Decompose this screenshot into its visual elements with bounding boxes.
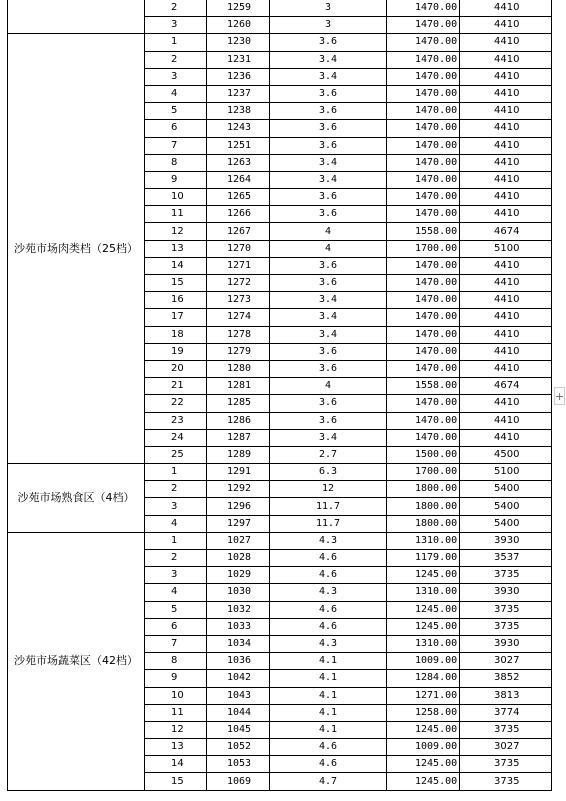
- total-amount-cell: 5100: [460, 240, 552, 257]
- area-value-cell: 4.3: [270, 635, 387, 652]
- stall-number-cell: 1032: [207, 601, 270, 618]
- row-number-cell: 15: [145, 773, 207, 790]
- total-amount-cell: 3537: [460, 550, 552, 567]
- total-amount-cell: 4410: [460, 412, 552, 429]
- unit-price-cell: 1258.00: [387, 704, 460, 721]
- stall-number-cell: 1263: [207, 154, 270, 171]
- row-number-cell: 6: [145, 618, 207, 635]
- stall-number-cell: 1297: [207, 515, 270, 532]
- total-amount-cell: 3735: [460, 618, 552, 635]
- stall-number-cell: 1033: [207, 618, 270, 635]
- total-amount-cell: 3735: [460, 567, 552, 584]
- total-amount-cell: 4674: [460, 223, 552, 240]
- table-row: [8, 34, 552, 51]
- row-number-cell: 5: [145, 601, 207, 618]
- area-value-cell: 3.4: [270, 309, 387, 326]
- stall-number-cell: 1052: [207, 739, 270, 756]
- row-number-cell: 11: [145, 704, 207, 721]
- unit-price-cell: 1470.00: [387, 0, 460, 17]
- area-value-cell: 12: [270, 481, 387, 498]
- row-number-cell: 7: [145, 635, 207, 652]
- unit-price-cell: 1470.00: [387, 68, 460, 85]
- unit-price-cell: 1800.00: [387, 498, 460, 515]
- row-number-cell: 14: [145, 257, 207, 274]
- row-number-cell: 1: [145, 464, 207, 481]
- total-amount-cell: 3930: [460, 584, 552, 601]
- stall-number-cell: 1279: [207, 343, 270, 360]
- unit-price-cell: 1470.00: [387, 326, 460, 343]
- total-amount-cell: 4410: [460, 51, 552, 68]
- total-amount-cell: 5100: [460, 464, 552, 481]
- area-value-cell: 4.1: [270, 670, 387, 687]
- area-value-cell: 3.4: [270, 326, 387, 343]
- area-value-cell: 4.6: [270, 550, 387, 567]
- stall-number-cell: 1053: [207, 756, 270, 773]
- area-value-cell: 4.6: [270, 739, 387, 756]
- total-amount-cell: 3852: [460, 670, 552, 687]
- total-amount-cell: 4500: [460, 446, 552, 463]
- row-number-cell: 20: [145, 360, 207, 377]
- total-amount-cell: 4410: [460, 343, 552, 360]
- row-number-cell: 3: [145, 68, 207, 85]
- unit-price-cell: 1271.00: [387, 687, 460, 704]
- area-value-cell: 3.4: [270, 171, 387, 188]
- area-value-cell: 4: [270, 378, 387, 395]
- unit-price-cell: 1470.00: [387, 189, 460, 206]
- stall-number-cell: 1069: [207, 773, 270, 790]
- area-value-cell: 3.6: [270, 360, 387, 377]
- unit-price-cell: 1009.00: [387, 739, 460, 756]
- row-number-cell: 18: [145, 326, 207, 343]
- row-number-cell: 5: [145, 103, 207, 120]
- unit-price-cell: 1470.00: [387, 395, 460, 412]
- total-amount-cell: 4410: [460, 292, 552, 309]
- total-amount-cell: 4410: [460, 171, 552, 188]
- total-amount-cell: 4410: [460, 120, 552, 137]
- area-value-cell: 3.4: [270, 51, 387, 68]
- row-number-cell: 17: [145, 309, 207, 326]
- total-amount-cell: 5400: [460, 481, 552, 498]
- total-amount-cell: 5400: [460, 498, 552, 515]
- total-amount-cell: 4410: [460, 275, 552, 292]
- stall-number-cell: 1042: [207, 670, 270, 687]
- row-number-cell: 12: [145, 721, 207, 738]
- stall-number-cell: 1231: [207, 51, 270, 68]
- row-number-cell: 22: [145, 395, 207, 412]
- area-value-cell: 4.1: [270, 721, 387, 738]
- row-number-cell: 2: [145, 550, 207, 567]
- total-amount-cell: 4410: [460, 309, 552, 326]
- stall-number-cell: 1280: [207, 360, 270, 377]
- stall-number-cell: 1265: [207, 189, 270, 206]
- stall-number-cell: 1291: [207, 464, 270, 481]
- total-amount-cell: 4410: [460, 0, 552, 17]
- stall-number-cell: 1251: [207, 137, 270, 154]
- row-number-cell: 3: [145, 567, 207, 584]
- total-amount-cell: 4410: [460, 395, 552, 412]
- row-number-cell: 13: [145, 240, 207, 257]
- unit-price-cell: 1245.00: [387, 773, 460, 790]
- stall-number-cell: 1289: [207, 446, 270, 463]
- stall-number-cell: 1230: [207, 34, 270, 51]
- row-number-cell: 4: [145, 584, 207, 601]
- stall-number-cell: 1044: [207, 704, 270, 721]
- stall-number-cell: 1278: [207, 326, 270, 343]
- unit-price-cell: 1009.00: [387, 653, 460, 670]
- row-number-cell: 4: [145, 85, 207, 102]
- stall-number-cell: 1273: [207, 292, 270, 309]
- stall-number-cell: 1274: [207, 309, 270, 326]
- area-value-cell: 3.6: [270, 189, 387, 206]
- area-value-cell: 3.6: [270, 412, 387, 429]
- area-value-cell: 3.6: [270, 275, 387, 292]
- unit-price-cell: 1310.00: [387, 584, 460, 601]
- area-value-cell: 3: [270, 0, 387, 17]
- unit-price-cell: 1245.00: [387, 618, 460, 635]
- unit-price-cell: 1470.00: [387, 171, 460, 188]
- unit-price-cell: 1800.00: [387, 481, 460, 498]
- area-value-cell: 3.4: [270, 154, 387, 171]
- row-number-cell: 23: [145, 412, 207, 429]
- area-value-cell: 3: [270, 17, 387, 34]
- area-value-cell: 4: [270, 240, 387, 257]
- area-value-cell: 4.6: [270, 618, 387, 635]
- row-number-cell: 3: [145, 498, 207, 515]
- unit-price-cell: 1470.00: [387, 309, 460, 326]
- stall-number-cell: 1260: [207, 17, 270, 34]
- row-number-cell: 6: [145, 120, 207, 137]
- table-row: [8, 532, 552, 549]
- area-value-cell: 3.6: [270, 120, 387, 137]
- unit-price-cell: 1179.00: [387, 550, 460, 567]
- stall-number-cell: 1270: [207, 240, 270, 257]
- area-value-cell: 4.6: [270, 567, 387, 584]
- stall-number-cell: 1237: [207, 85, 270, 102]
- total-amount-cell: 3735: [460, 756, 552, 773]
- total-amount-cell: 4410: [460, 154, 552, 171]
- area-value-cell: 4.3: [270, 532, 387, 549]
- stall-table-sheet: [7, 0, 552, 791]
- row-number-cell: 3: [145, 17, 207, 34]
- unit-price-cell: 1470.00: [387, 429, 460, 446]
- row-number-cell: 1: [145, 532, 207, 549]
- row-number-cell: 2: [145, 0, 207, 17]
- unit-price-cell: 1470.00: [387, 343, 460, 360]
- unit-price-cell: 1245.00: [387, 721, 460, 738]
- unit-price-cell: 1470.00: [387, 103, 460, 120]
- total-amount-cell: 4410: [460, 34, 552, 51]
- total-amount-cell: 3027: [460, 653, 552, 670]
- unit-price-cell: 1700.00: [387, 240, 460, 257]
- unit-price-cell: 1470.00: [387, 412, 460, 429]
- total-amount-cell: 3735: [460, 721, 552, 738]
- row-number-cell: 19: [145, 343, 207, 360]
- stall-number-cell: 1236: [207, 68, 270, 85]
- area-value-cell: 3.6: [270, 257, 387, 274]
- unit-price-cell: 1245.00: [387, 601, 460, 618]
- total-amount-cell: 4410: [460, 17, 552, 34]
- stall-number-cell: 1036: [207, 653, 270, 670]
- stall-number-cell: 1287: [207, 429, 270, 446]
- unit-price-cell: 1310.00: [387, 532, 460, 549]
- area-value-cell: 4.7: [270, 773, 387, 790]
- row-number-cell: 8: [145, 653, 207, 670]
- total-amount-cell: 4410: [460, 326, 552, 343]
- total-amount-cell: 4410: [460, 189, 552, 206]
- total-amount-cell: 4674: [460, 378, 552, 395]
- stall-number-cell: 1281: [207, 378, 270, 395]
- table-row: [8, 0, 552, 17]
- row-number-cell: 10: [145, 189, 207, 206]
- area-value-cell: 3.6: [270, 206, 387, 223]
- unit-price-cell: 1284.00: [387, 670, 460, 687]
- stall-number-cell: 1292: [207, 481, 270, 498]
- area-value-cell: 3.4: [270, 429, 387, 446]
- area-value-cell: 3.6: [270, 34, 387, 51]
- stall-table: [7, 0, 552, 791]
- unit-price-cell: 1470.00: [387, 206, 460, 223]
- unit-price-cell: 1245.00: [387, 567, 460, 584]
- stall-number-cell: 1243: [207, 120, 270, 137]
- area-value-cell: 11.7: [270, 498, 387, 515]
- row-number-cell: 24: [145, 429, 207, 446]
- unit-price-cell: 1310.00: [387, 635, 460, 652]
- area-value-cell: 4: [270, 223, 387, 240]
- area-value-cell: 11.7: [270, 515, 387, 532]
- row-number-cell: 1: [145, 34, 207, 51]
- stall-number-cell: 1272: [207, 275, 270, 292]
- stall-number-cell: 1027: [207, 532, 270, 549]
- table-row: [8, 464, 552, 481]
- row-number-cell: 7: [145, 137, 207, 154]
- row-number-cell: 15: [145, 275, 207, 292]
- row-number-cell: 2: [145, 481, 207, 498]
- area-value-cell: 3.6: [270, 85, 387, 102]
- area-value-cell: 4.3: [270, 584, 387, 601]
- total-amount-cell: 3930: [460, 532, 552, 549]
- unit-price-cell: 1470.00: [387, 51, 460, 68]
- stall-number-cell: 1264: [207, 171, 270, 188]
- group-label: 沙苑市场肉类档（25档）: [8, 34, 145, 464]
- total-amount-cell: 4410: [460, 85, 552, 102]
- unit-price-cell: 1800.00: [387, 515, 460, 532]
- total-amount-cell: 4410: [460, 103, 552, 120]
- stall-number-cell: 1238: [207, 103, 270, 120]
- area-value-cell: 3.6: [270, 103, 387, 120]
- total-amount-cell: 3813: [460, 687, 552, 704]
- unit-price-cell: 1470.00: [387, 360, 460, 377]
- expand-toggle-button[interactable]: +: [554, 387, 565, 405]
- row-number-cell: 4: [145, 515, 207, 532]
- total-amount-cell: 3735: [460, 773, 552, 790]
- row-number-cell: 10: [145, 687, 207, 704]
- row-number-cell: 21: [145, 378, 207, 395]
- total-amount-cell: 4410: [460, 257, 552, 274]
- area-value-cell: 3.4: [270, 292, 387, 309]
- area-value-cell: 4.6: [270, 756, 387, 773]
- row-number-cell: 9: [145, 171, 207, 188]
- stall-number-cell: 1266: [207, 206, 270, 223]
- total-amount-cell: 3735: [460, 601, 552, 618]
- unit-price-cell: 1500.00: [387, 446, 460, 463]
- row-number-cell: 12: [145, 223, 207, 240]
- stall-number-cell: 1045: [207, 721, 270, 738]
- total-amount-cell: 3027: [460, 739, 552, 756]
- stall-number-cell: 1267: [207, 223, 270, 240]
- stall-number-cell: 1029: [207, 567, 270, 584]
- group-label: [8, 0, 145, 34]
- row-number-cell: 9: [145, 670, 207, 687]
- area-value-cell: 6.3: [270, 464, 387, 481]
- stall-number-cell: 1285: [207, 395, 270, 412]
- unit-price-cell: 1245.00: [387, 756, 460, 773]
- total-amount-cell: 4410: [460, 360, 552, 377]
- total-amount-cell: 3930: [460, 635, 552, 652]
- stall-number-cell: 1286: [207, 412, 270, 429]
- stall-number-cell: 1030: [207, 584, 270, 601]
- total-amount-cell: 3774: [460, 704, 552, 721]
- unit-price-cell: 1470.00: [387, 137, 460, 154]
- area-value-cell: 4.1: [270, 704, 387, 721]
- unit-price-cell: 1470.00: [387, 120, 460, 137]
- stall-number-cell: 1259: [207, 0, 270, 17]
- stall-number-cell: 1043: [207, 687, 270, 704]
- row-number-cell: 2: [145, 51, 207, 68]
- area-value-cell: 3.6: [270, 343, 387, 360]
- unit-price-cell: 1558.00: [387, 378, 460, 395]
- area-value-cell: 3.6: [270, 395, 387, 412]
- area-value-cell: 4.1: [270, 653, 387, 670]
- unit-price-cell: 1700.00: [387, 464, 460, 481]
- total-amount-cell: 4410: [460, 68, 552, 85]
- group-label: 沙苑市场蔬菜区（42档）: [8, 532, 145, 790]
- unit-price-cell: 1470.00: [387, 34, 460, 51]
- area-value-cell: 4.6: [270, 601, 387, 618]
- row-number-cell: 25: [145, 446, 207, 463]
- unit-price-cell: 1470.00: [387, 292, 460, 309]
- total-amount-cell: 5400: [460, 515, 552, 532]
- row-number-cell: 16: [145, 292, 207, 309]
- unit-price-cell: 1470.00: [387, 154, 460, 171]
- stall-number-cell: 1028: [207, 550, 270, 567]
- area-value-cell: 4.1: [270, 687, 387, 704]
- area-value-cell: 3.4: [270, 68, 387, 85]
- unit-price-cell: 1558.00: [387, 223, 460, 240]
- unit-price-cell: 1470.00: [387, 85, 460, 102]
- group-label: 沙苑市场熟食区（4档）: [8, 464, 145, 533]
- stall-number-cell: 1296: [207, 498, 270, 515]
- row-number-cell: 8: [145, 154, 207, 171]
- unit-price-cell: 1470.00: [387, 17, 460, 34]
- stall-number-cell: 1034: [207, 635, 270, 652]
- row-number-cell: 13: [145, 739, 207, 756]
- row-number-cell: 14: [145, 756, 207, 773]
- area-value-cell: 3.6: [270, 137, 387, 154]
- total-amount-cell: 4410: [460, 206, 552, 223]
- unit-price-cell: 1470.00: [387, 257, 460, 274]
- area-value-cell: 2.7: [270, 446, 387, 463]
- total-amount-cell: 4410: [460, 429, 552, 446]
- unit-price-cell: 1470.00: [387, 275, 460, 292]
- stall-number-cell: 1271: [207, 257, 270, 274]
- total-amount-cell: 4410: [460, 137, 552, 154]
- row-number-cell: 11: [145, 206, 207, 223]
- stall-table-body: [8, 0, 552, 790]
